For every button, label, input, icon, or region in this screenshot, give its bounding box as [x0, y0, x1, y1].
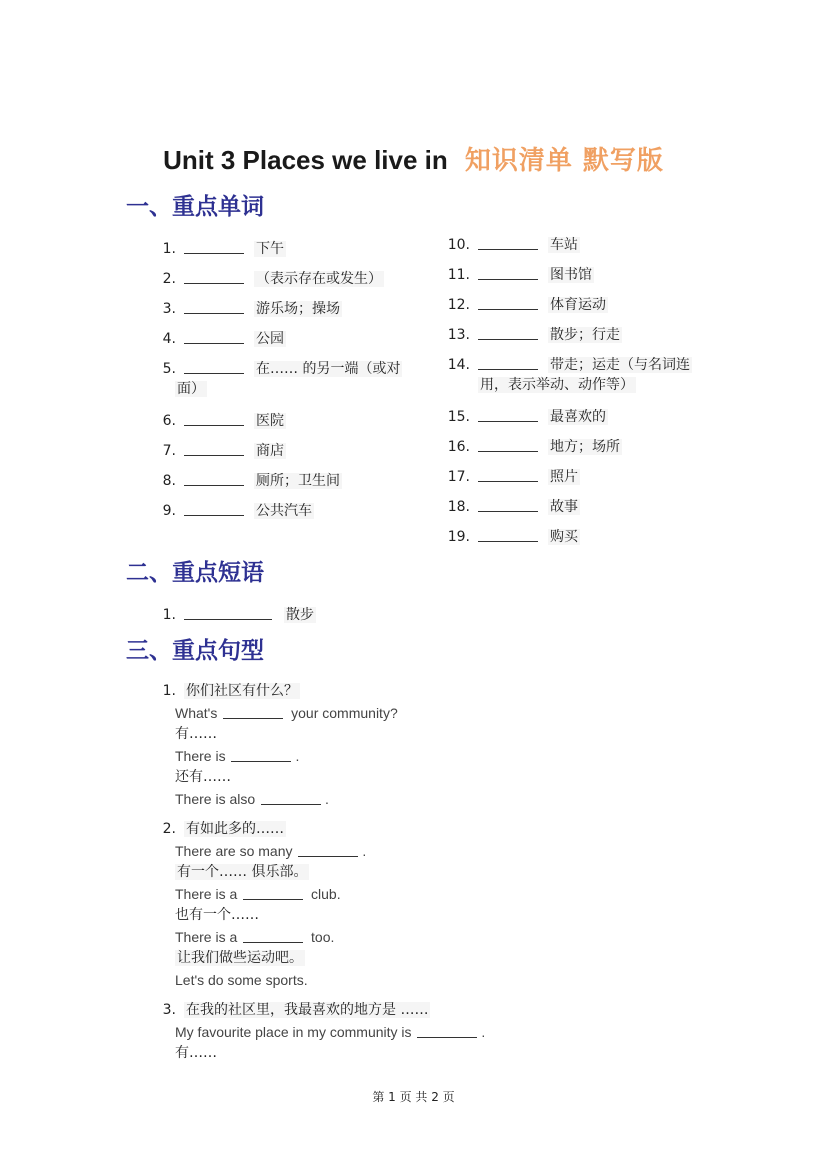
- answer-blank[interactable]: [478, 295, 538, 310]
- sentence-line: 让我们做些运动吧。: [177, 950, 303, 966]
- word-item: 7. 商店: [162, 443, 284, 459]
- sentence-line: 有……: [175, 1045, 217, 1061]
- answer-blank[interactable]: [184, 411, 244, 426]
- answer-blank[interactable]: [478, 325, 538, 340]
- sentence-line: There is .: [175, 747, 300, 764]
- answer-blank[interactable]: [184, 471, 244, 486]
- sentence-line: There is also .: [175, 790, 329, 807]
- title-english: Unit 3 Places we live in: [163, 145, 448, 175]
- sentence-line: Let's do some sports.: [175, 971, 308, 988]
- word-item: 14. 带走；运走（与名词连: [447, 357, 690, 373]
- word-item: 16. 地方；场所: [447, 439, 620, 455]
- answer-blank[interactable]: [223, 704, 283, 719]
- word-item: 13. 散步；行走: [447, 327, 620, 343]
- word-item: 10. 车站: [447, 237, 578, 253]
- word-item: 8. 厕所；卫生间: [162, 473, 340, 489]
- word-item: 3. 游乐场；操场: [162, 301, 340, 317]
- word-item: 18. 故事: [447, 499, 578, 515]
- answer-blank[interactable]: [184, 605, 272, 620]
- word-item: 12. 体育运动: [447, 297, 606, 313]
- word-item: 19. 购买: [447, 529, 578, 545]
- section-heading-sentences: 三、重点句型: [126, 637, 264, 664]
- answer-blank[interactable]: [478, 437, 538, 452]
- answer-blank[interactable]: [184, 329, 244, 344]
- answer-blank[interactable]: [478, 497, 538, 512]
- sentence-line: 有……: [175, 726, 217, 742]
- sentence-line: There is a club.: [175, 885, 341, 902]
- answer-blank[interactable]: [298, 842, 358, 857]
- word-item: 1. 下午: [162, 241, 284, 257]
- sentence-line: 有一个…… 俱乐部。: [177, 864, 308, 880]
- page-footer: 第 1 页 共 2 页: [372, 1090, 455, 1104]
- sentence-group: 2. 有如此多的…… There are so many . 有一个…… 俱乐部。 There is a club. 也有一个…… There is a too. 让我们做些运动吧。 Let's do some sports.: [150, 819, 366, 991]
- page-title: [0, 140, 827, 177]
- word-item-continuation: 面）: [177, 381, 205, 397]
- answer-blank[interactable]: [184, 359, 244, 374]
- answer-blank[interactable]: [478, 235, 538, 250]
- sentence-group: 1. 你们社区有什么？ What's your community? 有…… There is . 还有…… There is also .: [150, 681, 398, 810]
- sentence-group: 3. 在我的社区里，我最喜欢的地方是 …… My favourite place in my community is . 有……: [150, 1000, 485, 1065]
- answer-blank[interactable]: [261, 790, 321, 805]
- word-item: 2. （表示存在或发生）: [162, 271, 382, 287]
- word-item: 5. 在…… 的另一端（或对: [162, 361, 401, 377]
- sentence-line: What's your community?: [175, 704, 398, 721]
- word-item: 9. 公共汽车: [162, 503, 312, 519]
- word-item: 11. 图书馆: [447, 267, 592, 283]
- answer-blank[interactable]: [184, 501, 244, 516]
- word-item: 6. 医院: [162, 413, 284, 429]
- answer-blank[interactable]: [478, 265, 538, 280]
- answer-blank[interactable]: [478, 467, 538, 482]
- answer-blank[interactable]: [417, 1023, 477, 1038]
- phrase-item: 1. 散步: [162, 607, 314, 623]
- word-item: 17. 照片: [447, 469, 578, 485]
- sentence-line: There are so many .: [175, 842, 367, 859]
- word-item-continuation: 用，表示举动、动作等）: [480, 377, 634, 393]
- sentence-line: 还有……: [175, 769, 231, 785]
- title-chinese: 知识清单 默写版: [464, 146, 664, 176]
- sentence-line: 也有一个……: [175, 907, 259, 923]
- answer-blank[interactable]: [478, 407, 538, 422]
- word-item: 4. 公园: [162, 331, 284, 347]
- section-heading-words: 一、重点单词: [126, 193, 264, 220]
- answer-blank[interactable]: [478, 355, 538, 370]
- sentence-line: My favourite place in my community is .: [175, 1023, 486, 1040]
- answer-blank[interactable]: [231, 747, 291, 762]
- answer-blank[interactable]: [184, 239, 244, 254]
- sentence-line: There is a too.: [175, 928, 335, 945]
- answer-blank[interactable]: [184, 299, 244, 314]
- answer-blank[interactable]: [184, 269, 244, 284]
- section-heading-phrases: 二、重点短语: [126, 559, 264, 586]
- answer-blank[interactable]: [243, 885, 303, 900]
- answer-blank[interactable]: [184, 441, 244, 456]
- answer-blank[interactable]: [478, 527, 538, 542]
- word-item: 15. 最喜欢的: [447, 409, 606, 425]
- answer-blank[interactable]: [243, 928, 303, 943]
